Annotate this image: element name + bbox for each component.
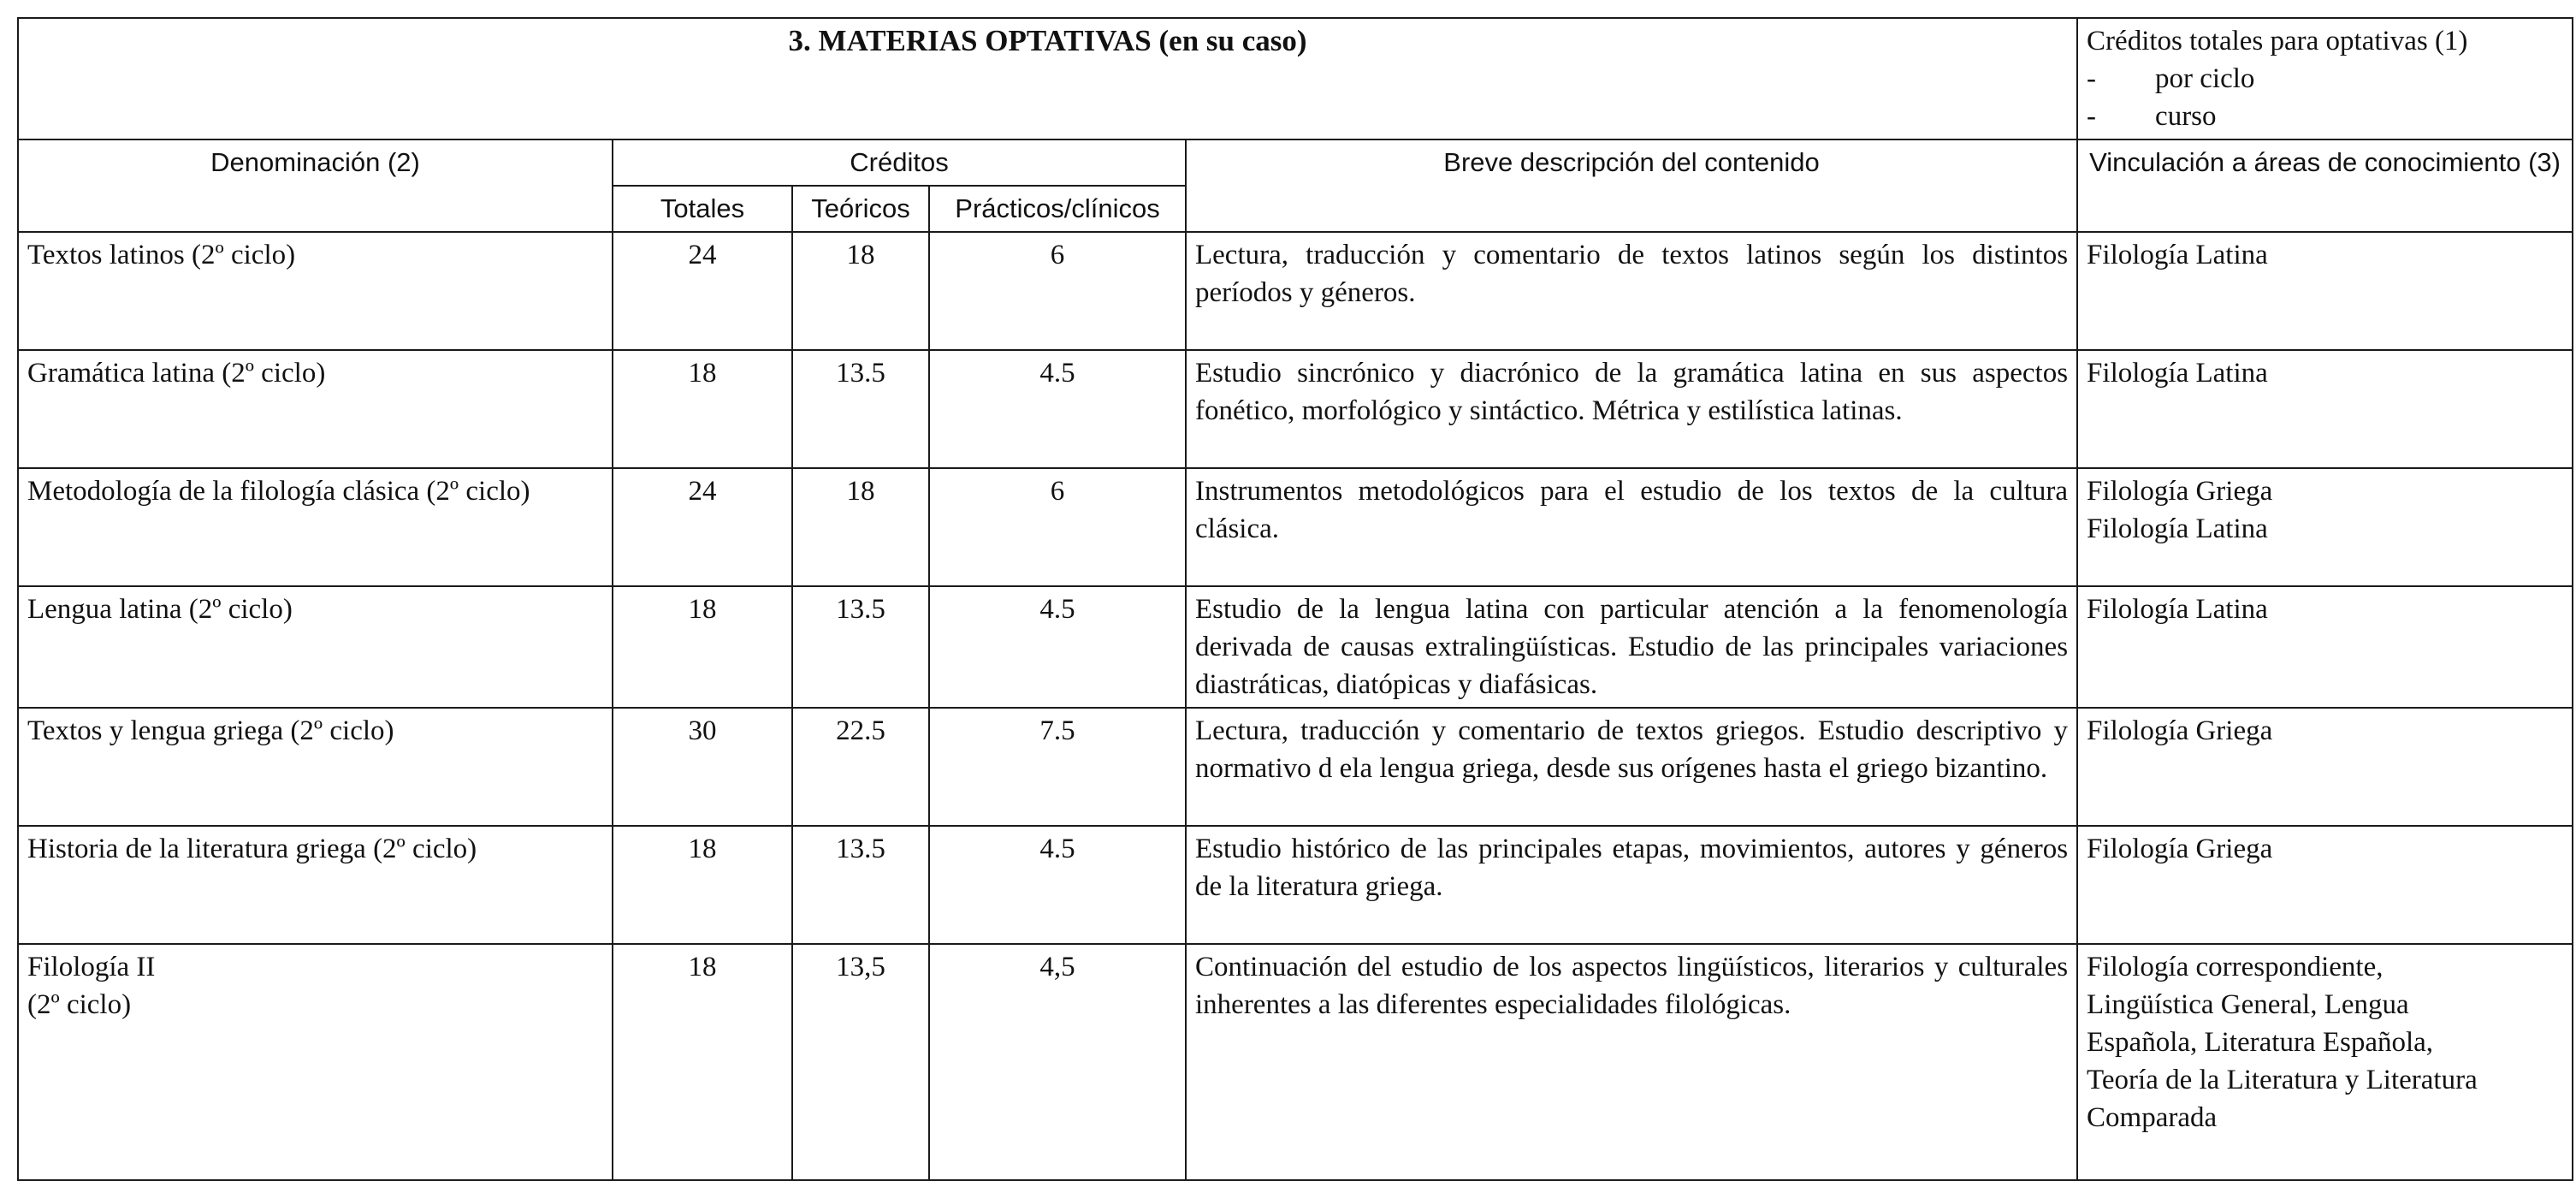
area-item: Filología Griega <box>2087 834 2273 864</box>
row-descripcion: Estudio de la lengua latina con particular atención a la fenomenología derivada de causas extralingüísticas. Estudio de las principales variaciones diastráticas, diatópicas y diafásicas. <box>1186 586 2077 708</box>
row-totales: 18 <box>613 350 792 468</box>
row-teoricos: 13,5 <box>792 944 929 1180</box>
row-descripcion: Estudio histórico de las principales etapas, movimientos, autores y géneros de la literatura griega. <box>1186 826 2077 944</box>
row-teoricos: 18 <box>792 232 929 350</box>
row-practicos: 4.5 <box>929 586 1186 708</box>
area-item: Filología Griega <box>2087 476 2273 507</box>
table-row <box>18 708 2573 826</box>
row-practicos: 7.5 <box>929 708 1186 826</box>
row-practicos: 4.5 <box>929 350 1186 468</box>
row-practicos: 4.5 <box>929 826 1186 944</box>
row-totales: 18 <box>613 826 792 944</box>
table-row <box>18 350 2573 468</box>
credits-note-item: - por ciclo <box>2087 60 2563 98</box>
header-descripcion: Breve descripción del contenido <box>1186 139 2077 232</box>
row-teoricos: 18 <box>792 468 929 586</box>
row-totales: 24 <box>613 232 792 350</box>
area-item: Española, Literatura Española, <box>2087 1027 2434 1058</box>
row-practicos: 4,5 <box>929 944 1186 1180</box>
area-item: Comparada <box>2087 1102 2218 1133</box>
row-descripcion: Lectura, traducción y comentario de textos griegos. Estudio descriptivo y normativo d ela lengua griega, desde sus orígenes hasta el griego bizantino. <box>1186 708 2077 826</box>
credits-note <box>2077 18 2573 139</box>
header-denominacion: Denominación (2) <box>18 139 613 232</box>
row-teoricos: 13.5 <box>792 350 929 468</box>
row-practicos: 6 <box>929 468 1186 586</box>
row-areas <box>2077 586 2573 708</box>
area-item: Lingüística General, Lengua <box>2087 989 2409 1020</box>
row-descripcion: Instrumentos metodológicos para el estudio de los textos de la cultura clásica. <box>1186 468 2077 586</box>
row-teoricos: 13.5 <box>792 586 929 708</box>
row-name: Textos latinos (2º ciclo) <box>18 232 613 350</box>
area-item: Teoría de la Literatura y Literatura <box>2087 1065 2478 1095</box>
row-totales: 18 <box>613 586 792 708</box>
row-areas <box>2077 350 2573 468</box>
row-name: Filología II (2º ciclo) <box>18 944 613 1180</box>
row-areas <box>2077 944 2573 1180</box>
row-name: Metodología de la filología clásica (2º ciclo) <box>18 468 613 586</box>
area-item: Filología Latina <box>2087 240 2268 270</box>
table-row <box>18 944 2573 1180</box>
row-totales: 30 <box>613 708 792 826</box>
row-descripcion: Lectura, traducción y comentario de textos latinos según los distintos períodos y géneros. <box>1186 232 2077 350</box>
table-row <box>18 232 2573 350</box>
header-practicos: Prácticos/clínicos <box>929 186 1186 232</box>
row-name: Textos y lengua griega (2º ciclo) <box>18 708 613 826</box>
row-areas <box>2077 708 2573 826</box>
optativas-table <box>17 17 2573 1181</box>
row-areas <box>2077 826 2573 944</box>
row-areas <box>2077 468 2573 586</box>
credits-note-label: Créditos totales para optativas (1) <box>2087 26 2468 56</box>
row-totales: 24 <box>613 468 792 586</box>
row-name: Lengua latina (2º ciclo) <box>18 586 613 708</box>
section-title: 3. MATERIAS OPTATIVAS (en su caso) <box>18 18 2077 139</box>
area-item: Filología Latina <box>2087 513 2268 544</box>
table-row <box>18 468 2573 586</box>
credits-note-list <box>2087 60 2563 135</box>
table-body <box>18 232 2573 1180</box>
header-totales: Totales <box>613 186 792 232</box>
area-item: Filología correspondiente, <box>2087 952 2384 982</box>
table-row <box>18 586 2573 708</box>
header-vinculacion: Vinculación a áreas de conocimiento (3) <box>2077 139 2573 232</box>
row-teoricos: 13.5 <box>792 826 929 944</box>
row-areas <box>2077 232 2573 350</box>
header-teoricos: Teóricos <box>792 186 929 232</box>
area-item: Filología Latina <box>2087 594 2268 625</box>
row-name: Historia de la literatura griega (2º ciclo) <box>18 826 613 944</box>
row-descripcion: Continuación del estudio de los aspectos lingüísticos, literarios y culturales inherentes a las diferentes especialidades filológicas. <box>1186 944 2077 1180</box>
row-practicos: 6 <box>929 232 1186 350</box>
table-row <box>18 826 2573 944</box>
row-teoricos: 22.5 <box>792 708 929 826</box>
header-creditos: Créditos <box>613 139 1186 186</box>
area-item: Filología Latina <box>2087 358 2268 389</box>
area-item: Filología Griega <box>2087 715 2273 746</box>
row-descripcion: Estudio sincrónico y diacrónico de la gramática latina en sus aspectos fonético, morfológico y sintáctico. Métrica y estilística latinas. <box>1186 350 2077 468</box>
row-totales: 18 <box>613 944 792 1180</box>
credits-note-item: - curso <box>2087 98 2563 135</box>
row-name: Gramática latina (2º ciclo) <box>18 350 613 468</box>
